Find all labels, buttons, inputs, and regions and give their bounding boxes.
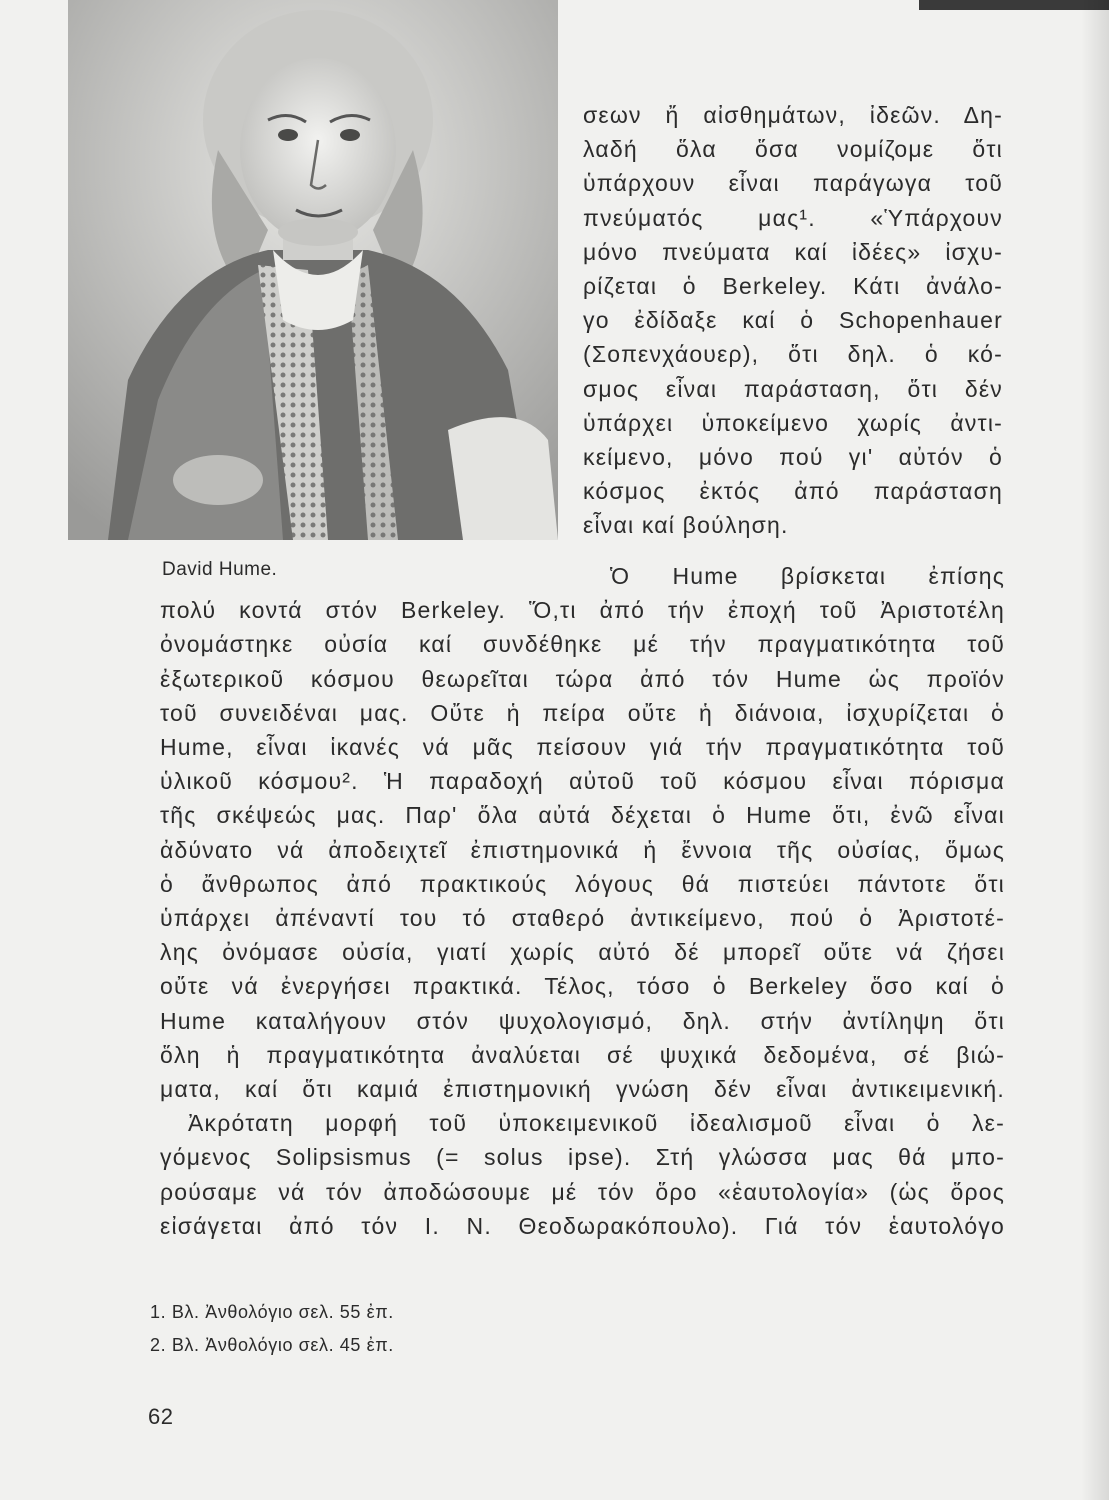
text-line: ὑπάρχει ὑποκείμενο χωρίς ἀντι- xyxy=(583,409,1003,436)
footnote: 2. Βλ. Ἀνθολόγιο σελ. 45 ἐπ. xyxy=(150,1335,394,1355)
text-line: ὅλη ἡ πραγματικότητα ἀναλύεται σέ ψυχικά δεδομένα, σέ βιώ- xyxy=(160,1041,1005,1068)
text-line: ματα, καί ὅτι καμιά ἐπιστημονική γνώση δέν εἶναι ἀντικειμενική. xyxy=(160,1076,1005,1103)
text-line: πνεύματός μας¹. «Ὑπάρχουν xyxy=(583,204,1003,231)
text-line: σεων ἤ αἰσθημάτων, ἰδεῶν. Δη- xyxy=(583,102,1003,128)
text-line: γο ἐδίδαξε καί ὁ Schopenhauer xyxy=(583,307,1003,334)
text-line: Hume, εἶναι ἱκανές νά μᾶς πείσουν γιά τήν πραγματικότητα τοῦ xyxy=(160,734,1005,761)
text-line: Ὁ Hume βρίσκεται ἐπίσης xyxy=(610,563,1005,589)
column-text xyxy=(583,98,1003,543)
text-line: τοῦ συνειδέναι μας. Οὔτε ἡ πείρα οὔτε ἡ διάνοια, ἰσχυρίζεται ὁ xyxy=(160,699,1005,726)
text-line: κόσμος ἐκτός ἀπό παράσταση xyxy=(583,478,1003,505)
text-line: κείμενο, μόνο πού γι' αὐτόν ὁ xyxy=(583,444,1003,471)
hume-portrait-illustration xyxy=(68,0,558,540)
text-line: ὑπάρχουν εἶναι παράγωγα τοῦ xyxy=(583,170,1003,197)
scan-edge-shadow xyxy=(1081,0,1109,1500)
text-line: λης ὀνόμασε οὐσία, γιατί χωρίς αὐτό δέ μπορεῖ οὔτε νά ζήσει xyxy=(160,939,1005,966)
text-line: ὁ ἄνθρωπος ἀπό πρακτικούς λόγους θά πιστεύει πάντοτε ὅτι xyxy=(160,870,1005,897)
text-line: τῆς σκέψεώς μας. Παρ' ὅλα αὐτά δέχεται ὁ Hume ὅτι, ἐνῶ εἶναι xyxy=(160,802,1005,829)
text-line: εἰσάγεται ἀπό τόν Ι. Ν. Θεοδωρακόπουλο). Γιά τόν ἑαυτολόγο xyxy=(160,1212,1005,1239)
text-line: εἶναι καί βούληση. xyxy=(583,512,789,539)
text-line: ρούσαμε νά τόν ἀποδώσουμε μέ τόν ὅρο «ἑαυτολογία» (ὡς ὅρος xyxy=(160,1178,1005,1205)
text-line: οὔτε νά ἐνεργήσει πρακτικά. Τέλος, τόσο ὁ Berkeley ὅσο καί ὁ xyxy=(160,973,1005,1000)
text-line: ὑλικοῦ κόσμου². Ἡ παραδοχή αὐτοῦ τοῦ κόσμου εἶναι πόρισμα xyxy=(160,768,1005,795)
text-line: μόνο πνεύματα καί ἰδέες» ἰσχυ- xyxy=(583,238,1003,265)
text-line: (Σοπενχάουερ), ὅτι δηλ. ὁ κό- xyxy=(583,341,1003,368)
hume-portrait xyxy=(68,0,558,540)
footnotes xyxy=(150,1296,394,1362)
figure-caption: David Hume. xyxy=(162,559,278,580)
text-line: σμος εἶναι παράσταση, ὅτι δέν xyxy=(583,375,1003,402)
text-line: ὀνομάστηκε οὐσία καί συνδέθηκε μέ τήν πραγματικότητα τοῦ xyxy=(160,631,1005,658)
text-line: ρίζεται ὁ Berkeley. Κάτι ἀνάλο- xyxy=(583,273,1003,300)
footnote: 1. Βλ. Ἀνθολόγιο σελ. 55 ἐπ. xyxy=(150,1302,394,1322)
text-line: ὑπάρχει ἀπέναντί του τό σταθερό ἀντικείμενο, πού ὁ Ἀριστοτέ- xyxy=(160,905,1005,932)
text-line: πολύ κοντά στόν Berkeley. Ὅ,τι ἀπό τήν ἐποχή τοῦ Ἀριστοτέλη xyxy=(160,597,1005,624)
text-line: γόμενος Solipsismus (= solus ipse). Στή γλώσσα μας θά μπο- xyxy=(160,1144,1005,1171)
text-line: ἀδύνατο νά ἀποδειχτεῖ ἐπιστημονικά ἡ ἔννοια τῆς οὐσίας, ὅμως xyxy=(160,836,1005,863)
body-text xyxy=(160,559,1005,1243)
page-number: 62 xyxy=(148,1404,174,1429)
text-line: Ἀκρότατη μορφή τοῦ ὑποκειμενικοῦ ἰδεαλισμοῦ εἶναι ὁ λε- xyxy=(188,1110,1005,1137)
text-line: Hume καταλήγουν στόν ψυχολογισμό, δηλ. στήν ἀντίληψη ὅτι xyxy=(160,1007,1005,1034)
text-line: λαδή ὅλα ὅσα νομίζομε ὅτι xyxy=(583,136,1003,163)
text-line: ἐξωτερικοῦ κόσμου θεωρεῖται τώρα ἀπό τόν Hume ὡς προϊόν xyxy=(160,665,1005,692)
